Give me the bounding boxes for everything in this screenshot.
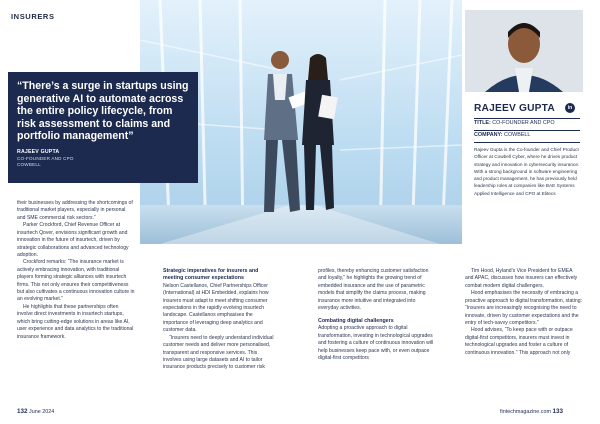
article-column-1 [17, 200, 135, 341]
linkedin-icon[interactable]: in [565, 103, 575, 113]
profile-rule-2 [474, 130, 580, 131]
pull-quote-box [8, 72, 198, 183]
subheading: Strategic imperatives for insurers and meeting consumer expectations [163, 268, 259, 281]
paragraph: Nelson Castellanos, Chief Partnerships Officer (International) at HDI Embedded, explains how insurers must adapt to meet shifting consumer expectations in the rapidly evolving insurtech landscape. Castellanos emphasises the importance of leveraging deep analytics and customer data. [163, 282, 269, 334]
section-tag: INSURERS [11, 12, 55, 21]
paragraph: profiles, thereby enhancing customer satisfaction and loyalty,” he highlights the growing trend of embedded insurance and the use of parametric models that simplify the claims process, making insurance more intuitive and integrated into everyday activities. [318, 268, 429, 312]
issue-date: June 2024 [29, 409, 55, 415]
paragraph: Tim Hood, Hyland’s Vice President for EMEA and APAC, discusses how insurers can effectively combat modern digital challengers. [465, 268, 578, 289]
profile-headshot [465, 10, 583, 92]
profile-rule-3 [474, 142, 580, 143]
profile-company-label: COMPANY: [474, 132, 503, 138]
profile-title-field [474, 120, 555, 126]
article-column-2 [163, 268, 275, 372]
paragraph: their businesses by addressing the shortcomings of traditional market players, especially in personal and SME commercial risk sectors.” [17, 200, 133, 221]
paragraph: Hood emphasises the necessity of embracing a proactive approach to digital transformation, stating: “Insurers are increasingly recognising the need to innovate, driven by customer expectations and the entry of tech-savvy competitors.” [465, 290, 582, 326]
profile-company-value: COWBELL [504, 132, 531, 138]
site-url[interactable]: fintechmagazine.com [500, 409, 551, 415]
paragraph: Parker Crockford, Chief Revenue Officer at insurtech Qover, envisions significant growth and innovation in the future of insurtech, driven by strategic collaborations and advanced technology adoption. [17, 222, 129, 258]
footer-right [500, 408, 563, 415]
profile-bio: Rajeev Gupta is the Co-founder and Chief Product Officer at Cowbell Cyber, where he drives product strategy and innovation in cybersecurity insurance. With a strong background in software engineering and product management, he has previously held leadership roles at companies like BAE Systems Applied Intelligence and CPO at Elitecs [474, 147, 580, 196]
pull-quote-text: “There’s a surge in startups using generative AI to automate across the entire policy lifecycle, from risk assessment to claims and portfolio management” [17, 80, 189, 143]
article-column-4 [465, 268, 582, 357]
page-number-right: 133 [552, 408, 563, 415]
profile-name: RAJEEV GUPTA [474, 103, 555, 114]
pull-quote-company: COWBELL [17, 161, 41, 167]
paragraph: Hood advises, “To keep pace with or outpace digital-first competitors, insurers must invest in technological upgrades and foster a culture of continuous innovation.” This approach not only [465, 327, 573, 356]
profile-title-value: CO-FOUNDER AND CPO [492, 120, 555, 126]
paragraph: He highlights that these partnerships often involve direct investments in insurtech startups, which bring cutting-edge solutions in areas like AI, user experience and data analytics to the traditional insurance framework. [17, 303, 134, 340]
pull-quote-role: CO-FOUNDER AND CPO [17, 155, 74, 161]
paragraph: “Insurers need to deeply understand individual customer needs and deliver more personalised, transparent and responsive services. This involves using large datasets and AI to tailor insurance products precisely to customer risk [163, 334, 274, 371]
subheading: Combating digital challengers [318, 317, 394, 324]
profile-title-label: TITLE: [474, 120, 491, 126]
profile-rule-1 [474, 118, 580, 119]
paragraph: Adopting a proactive approach to digital transformation, investing in technological upgrades and fostering a culture of continuous innovation will help businesses keep pace with, or even outpace digital-first competitors [318, 325, 434, 362]
pull-quote-name: RAJEEV GUPTA [17, 148, 60, 155]
footer-left [17, 408, 54, 415]
headshot-illustration [465, 10, 583, 92]
paragraph: Crockford remarks: “The insurance market is actively embracing innovation, with traditional players forming strategic alliances with insurtech firms. This not only ensures their competitiveness but also cultivates a continuous innovation culture in an evolving market.” [17, 259, 135, 303]
page-number-left: 132 [17, 408, 28, 415]
profile-company-field [474, 132, 530, 138]
article-column-3 [318, 268, 437, 363]
